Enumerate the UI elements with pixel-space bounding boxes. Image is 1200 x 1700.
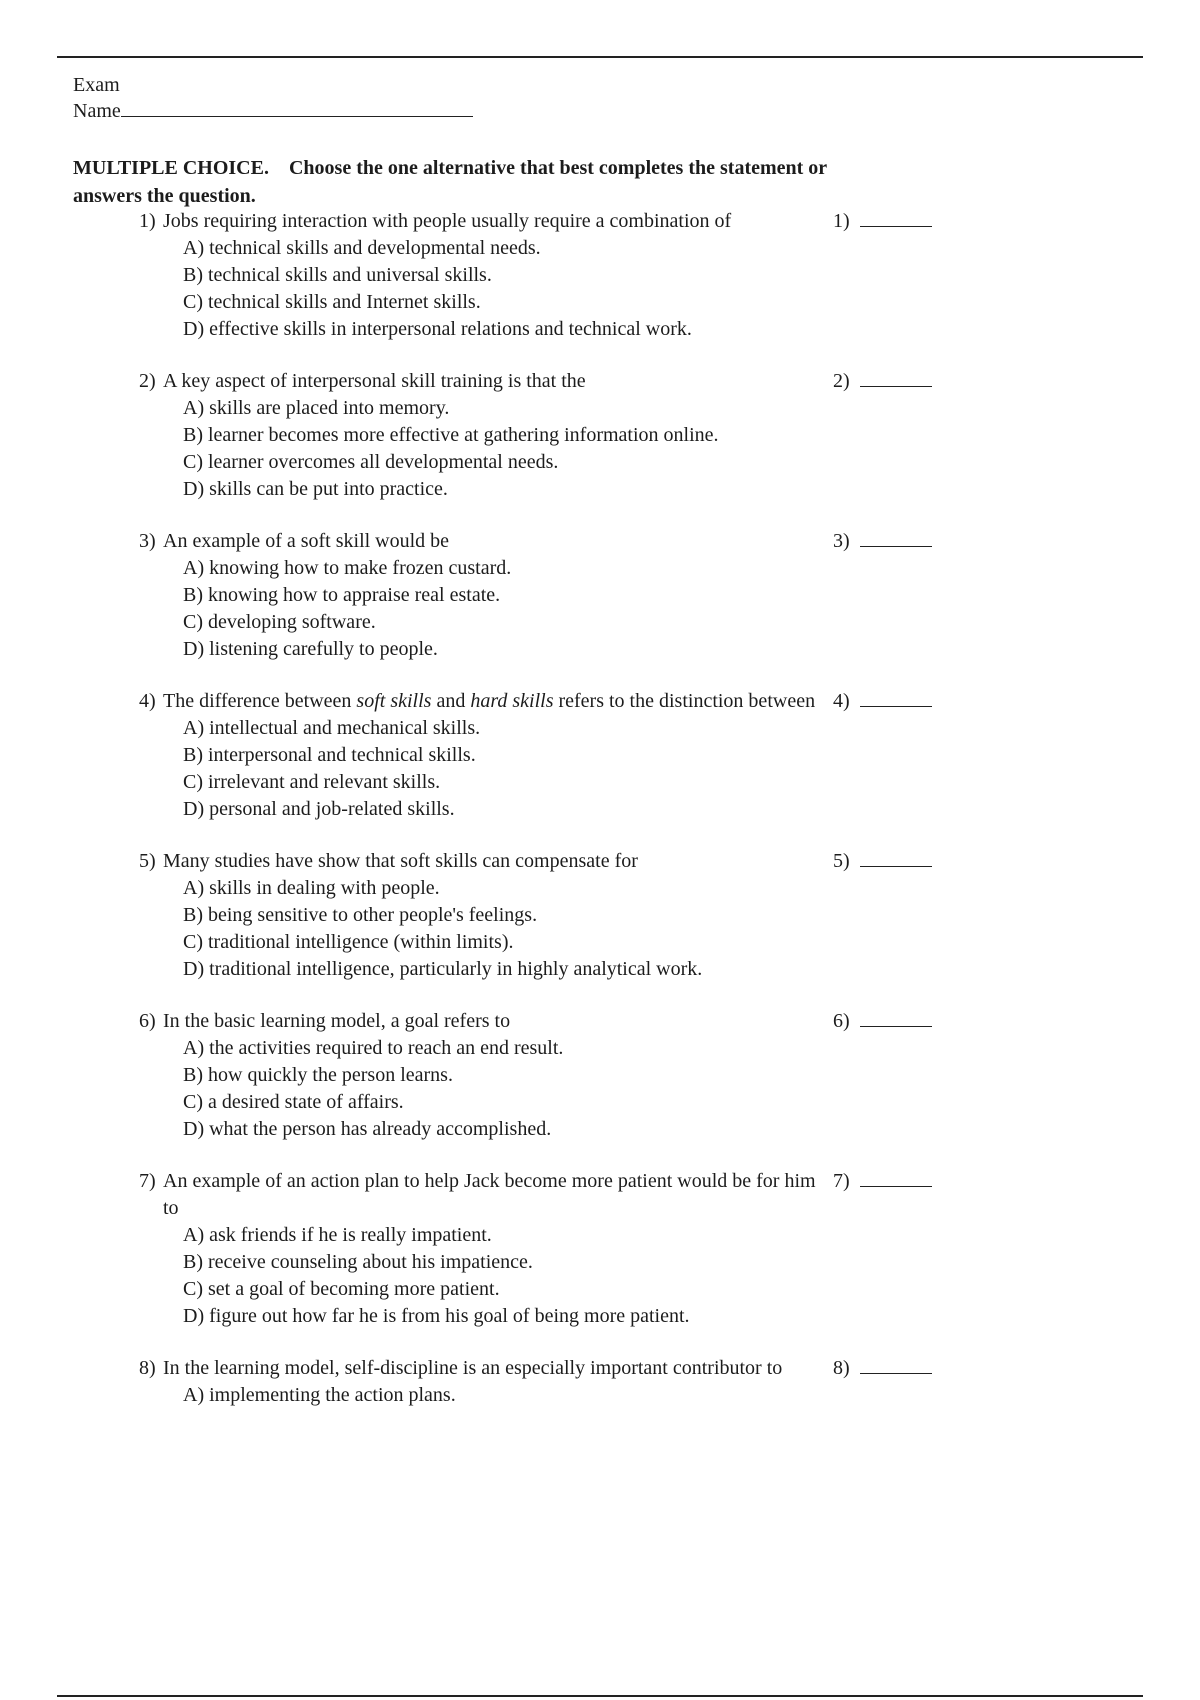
exam-header xyxy=(73,72,473,124)
answer-option: D) traditional intelligence, particularly in highly analytical work. xyxy=(183,958,703,980)
question-number: 6) xyxy=(139,1010,156,1032)
question-text-segment: The difference between xyxy=(163,690,357,712)
answer-blank[interactable] xyxy=(860,1008,932,1027)
answer-option: A) knowing how to make frozen custard. xyxy=(183,557,512,579)
answer-option: B) technical skills and universal skills. xyxy=(183,264,492,286)
question-text xyxy=(163,848,828,875)
question-text-segment: A key aspect of interpersonal skill training is that the xyxy=(163,370,586,392)
answer-option: A) implementing the action plans. xyxy=(183,1384,456,1406)
answer-slot xyxy=(833,848,932,875)
answer-option: C) a desired state of affairs. xyxy=(183,1091,404,1113)
answer-option: A) ask friends if he is really impatient. xyxy=(183,1224,492,1246)
answer-option: C) learner overcomes all developmental needs. xyxy=(183,451,559,473)
question-item xyxy=(0,1355,1200,1409)
question-text xyxy=(163,528,828,555)
answer-blank[interactable] xyxy=(860,368,932,387)
question-text-segment: An example of an action plan to help Jack become more patient would be for him to xyxy=(163,1170,816,1219)
answer-slot xyxy=(833,1355,932,1382)
name-label: Name xyxy=(73,100,121,122)
question-stem xyxy=(139,1355,828,1382)
answer-option: B) interpersonal and technical skills. xyxy=(183,744,476,766)
question-stem xyxy=(139,688,828,715)
answer-number: 6) xyxy=(833,1010,850,1032)
answer-blank[interactable] xyxy=(860,208,932,227)
answer-option: D) effective skills in interpersonal relations and technical work. xyxy=(183,318,692,340)
exam-label: Exam xyxy=(73,74,120,96)
answer-option: D) personal and job-related skills. xyxy=(183,798,455,820)
answer-option: C) irrelevant and relevant skills. xyxy=(183,771,441,793)
answer-option: C) traditional intelligence (within limits). xyxy=(183,931,514,953)
question-text-segment: refers to the distinction between xyxy=(553,690,816,712)
answer-blank[interactable] xyxy=(860,848,932,867)
question-stem xyxy=(139,1168,828,1222)
answer-slot xyxy=(833,208,932,235)
answer-blank[interactable] xyxy=(860,1168,932,1187)
question-term: soft skills xyxy=(356,690,432,712)
question-text-segment: In the basic learning model, a goal refers to xyxy=(163,1010,511,1032)
answer-number: 8) xyxy=(833,1357,850,1379)
question-stem xyxy=(139,1008,828,1035)
answer-blank[interactable] xyxy=(860,1355,932,1374)
answer-option: B) knowing how to appraise real estate. xyxy=(183,584,501,606)
question-number: 5) xyxy=(139,850,156,872)
answer-number: 7) xyxy=(833,1170,850,1192)
question-list xyxy=(0,208,1200,1434)
answer-option: B) receive counseling about his impatience. xyxy=(183,1251,533,1273)
answer-option: B) how quickly the person learns. xyxy=(183,1064,453,1086)
answer-option: C) set a goal of becoming more patient. xyxy=(183,1278,500,1300)
section-label: MULTIPLE CHOICE. xyxy=(73,157,269,179)
answer-option: A) skills in dealing with people. xyxy=(183,877,440,899)
name-row xyxy=(73,98,473,124)
question-item xyxy=(0,528,1200,663)
answer-option: A) skills are placed into memory. xyxy=(183,397,450,419)
question-text-segment: Jobs requiring interaction with people usually require a combination of xyxy=(163,210,732,232)
question-text-segment: In the learning model, self-discipline is an especially important contributor to xyxy=(163,1357,783,1379)
answer-option: A) intellectual and mechanical skills. xyxy=(183,717,481,739)
answer-number: 2) xyxy=(833,370,850,392)
question-stem xyxy=(139,848,828,875)
question-item xyxy=(0,848,1200,983)
answer-option: D) listening carefully to people. xyxy=(183,638,438,660)
answer-option: A) technical skills and developmental needs. xyxy=(183,237,541,259)
question-stem xyxy=(139,368,828,395)
bottom-rule xyxy=(57,1695,1143,1697)
instructions-text: Choose the one alternative that best completes the statement or answers the question. xyxy=(73,157,827,207)
answer-slot xyxy=(833,1008,932,1035)
answer-number: 5) xyxy=(833,850,850,872)
question-stem xyxy=(139,208,828,235)
answer-blank[interactable] xyxy=(860,688,932,707)
question-item xyxy=(0,1168,1200,1330)
question-text-segment: and xyxy=(431,690,471,712)
question-number: 4) xyxy=(139,690,156,712)
question-text xyxy=(163,688,828,715)
answer-option: D) figure out how far he is from his goal of being more patient. xyxy=(183,1305,690,1327)
answer-blank[interactable] xyxy=(860,528,932,547)
answer-slot xyxy=(833,1168,932,1195)
question-number: 2) xyxy=(139,370,156,392)
question-number: 8) xyxy=(139,1357,156,1379)
question-text xyxy=(163,208,828,235)
question-number: 3) xyxy=(139,530,156,552)
question-item xyxy=(0,1008,1200,1143)
question-text xyxy=(163,1168,828,1222)
answer-slot xyxy=(833,368,932,395)
question-item xyxy=(0,688,1200,823)
question-text-segment: An example of a soft skill would be xyxy=(163,530,450,552)
question-text xyxy=(163,368,828,395)
question-text xyxy=(163,1355,828,1382)
question-number: 1) xyxy=(139,210,156,232)
question-item xyxy=(0,368,1200,503)
question-stem xyxy=(139,528,828,555)
question-term: hard skills xyxy=(470,690,554,712)
answer-option: C) developing software. xyxy=(183,611,376,633)
name-blank[interactable] xyxy=(121,98,473,117)
question-text xyxy=(163,1008,828,1035)
answer-option: B) being sensitive to other people's feelings. xyxy=(183,904,538,926)
answer-number: 3) xyxy=(833,530,850,552)
answer-option: B) learner becomes more effective at gathering information online. xyxy=(183,424,719,446)
question-number: 7) xyxy=(139,1170,156,1192)
question-item xyxy=(0,208,1200,343)
answer-option: C) technical skills and Internet skills. xyxy=(183,291,481,313)
answer-slot xyxy=(833,528,932,555)
answer-option: D) skills can be put into practice. xyxy=(183,478,448,500)
answer-option: A) the activities required to reach an end result. xyxy=(183,1037,564,1059)
answer-number: 4) xyxy=(833,690,850,712)
question-text-segment: Many studies have show that soft skills can compensate for xyxy=(163,850,638,872)
instructions xyxy=(73,154,893,210)
answer-option: D) what the person has already accomplished. xyxy=(183,1118,552,1140)
answer-slot xyxy=(833,688,932,715)
top-rule xyxy=(57,56,1143,58)
answer-number: 1) xyxy=(833,210,850,232)
